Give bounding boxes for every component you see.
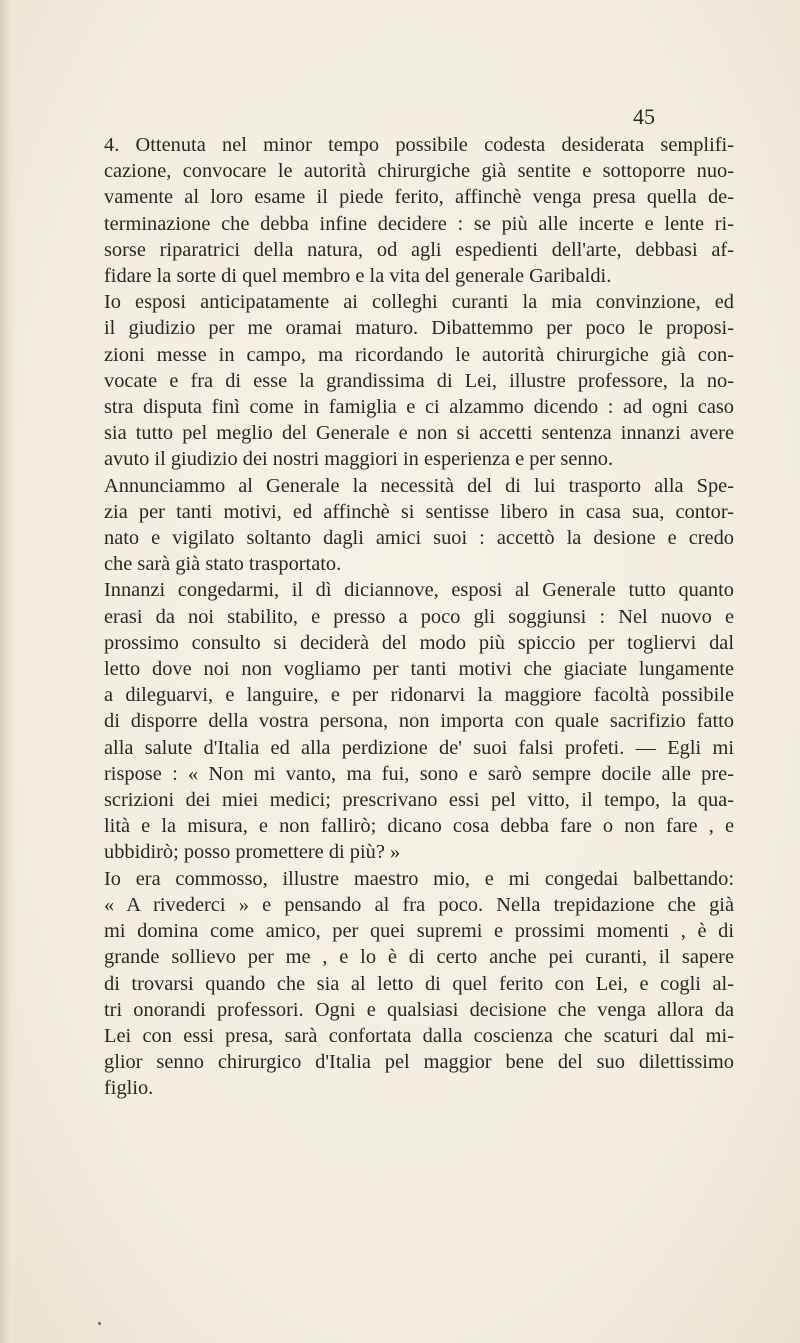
paragraph bbox=[82, 473, 734, 578]
text-line: figlio. bbox=[104, 1077, 154, 1100]
text-line: fidare la sorte di quel membro e la vita del generale Garibaldi. bbox=[104, 265, 612, 288]
text-line: che sarà già stato trasportato. bbox=[104, 553, 342, 576]
text-line: tri onorandi professori. Ogni e qualsiasi decisione che venga allora da bbox=[104, 998, 734, 1021]
text-line: sorse riparatrici della natura, od agli espedienti dell'arte, debbasi af- bbox=[104, 238, 734, 261]
text-line: Innanzi congedarmi, il dì diciannove, esposi al Generale tutto quanto bbox=[104, 579, 734, 602]
text-line: di disporre della vostra persona, non importa con quale sacrifizio fatto bbox=[104, 710, 734, 733]
text-line: cazione, convocare le autorità chirurgiche già sentite e sottoporre nuo- bbox=[104, 160, 734, 183]
text-line: sia tutto pel meglio del Generale e non si accetti sentenza innanzi avere bbox=[104, 422, 734, 445]
text-line: erasi da noi stabilito, e presso a poco gli soggiunsi : Nel nuovo e bbox=[104, 605, 734, 628]
text-line: Lei con essi presa, sarà confortata dalla coscienza che scaturi dal mi- bbox=[104, 1024, 734, 1047]
text-line: zia per tanti motivi, ed affinchè si sentisse libero in casa sua, contor- bbox=[104, 500, 734, 523]
text-line: Io esposi anticipatamente ai colleghi curanti la mia convinzione, ed bbox=[104, 291, 734, 314]
text-line: prossimo consulto si deciderà del modo più spiccio per togliervi dal bbox=[104, 631, 734, 654]
text-line: vocate e fra di esse la grandissima di Lei, illustre professore, la no- bbox=[104, 369, 734, 392]
text-line: alla salute d'Italia ed alla perdizione de' suoi falsi profeti. — Egli mi bbox=[104, 736, 734, 759]
text-line: il giudizio per me oramai maturo. Dibattemmo per poco le proposi- bbox=[104, 317, 734, 340]
text-line: letto dove noi non vogliamo per tanti motivi che giaciate lungamente bbox=[104, 658, 734, 681]
text-line: a dileguarvi, e languire, e per ridonarvi la maggiore facoltà possibile bbox=[104, 684, 734, 707]
text-line: terminazione che debba infine decidere : se più alle incerte e lente ri- bbox=[104, 212, 734, 235]
text-line: « A rivederci » e pensando al fra poco. Nella trepidazione che già bbox=[104, 893, 734, 916]
text-line: vamente al loro esame il piede ferito, affinchè venga presa quella de- bbox=[104, 186, 734, 209]
paper-speck bbox=[98, 1322, 101, 1325]
text-line: grande sollievo per me , e lo è di certo anche pei curanti, il sapere bbox=[104, 946, 734, 969]
paragraph bbox=[82, 577, 734, 865]
text-line: nato e vigilato soltanto dagli amici suoi : accettò la desione e credo bbox=[104, 527, 734, 550]
text-line: stra disputa finì come in famiglia e ci alzammo dicendo : ad ogni caso bbox=[104, 396, 734, 419]
text-line: Io era commosso, illustre maestro mio, e mi congedai balbettando: bbox=[104, 867, 734, 890]
text-line: 4. Ottenuta nel minor tempo possibile codesta desiderata semplifi- bbox=[104, 134, 734, 156]
page-number: 45 bbox=[633, 104, 655, 129]
text-line: Annunciammo al Generale la necessità del di lui trasporto alla Spe- bbox=[104, 474, 734, 497]
paragraph bbox=[82, 866, 734, 1102]
text-line: zioni messe in campo, ma ricordando le autorità chirurgiche già con- bbox=[104, 343, 734, 366]
text-line: scrizioni dei miei medici; prescrivano essi pel vitto, il tempo, la qua- bbox=[104, 789, 734, 812]
text-line: di trovarsi quando che sia al letto di quel ferito con Lei, e cogli al- bbox=[104, 972, 734, 995]
text-line: glior senno chirurgico d'Italia pel maggior bene del suo dilettissimo bbox=[104, 1051, 734, 1074]
text-line: rispose : « Non mi vanto, ma fui, sono e sarò sempre docile alle pre- bbox=[104, 762, 734, 785]
text-line: lità e la misura, e non fallirò; dicano cosa debba fare o non fare , e bbox=[104, 815, 734, 838]
text-line: mi domina come amico, per quei supremi e prossimi momenti , è di bbox=[104, 920, 734, 943]
text-line: avuto il giudizio dei nostri maggiori in esperienza e per senno. bbox=[104, 448, 614, 471]
body-text bbox=[82, 132, 734, 1102]
page-binding-shadow bbox=[0, 0, 18, 1343]
paragraph bbox=[82, 132, 734, 289]
text-line: ubbidirò; posso promettere di più? » bbox=[104, 841, 401, 864]
paragraph bbox=[82, 289, 734, 472]
